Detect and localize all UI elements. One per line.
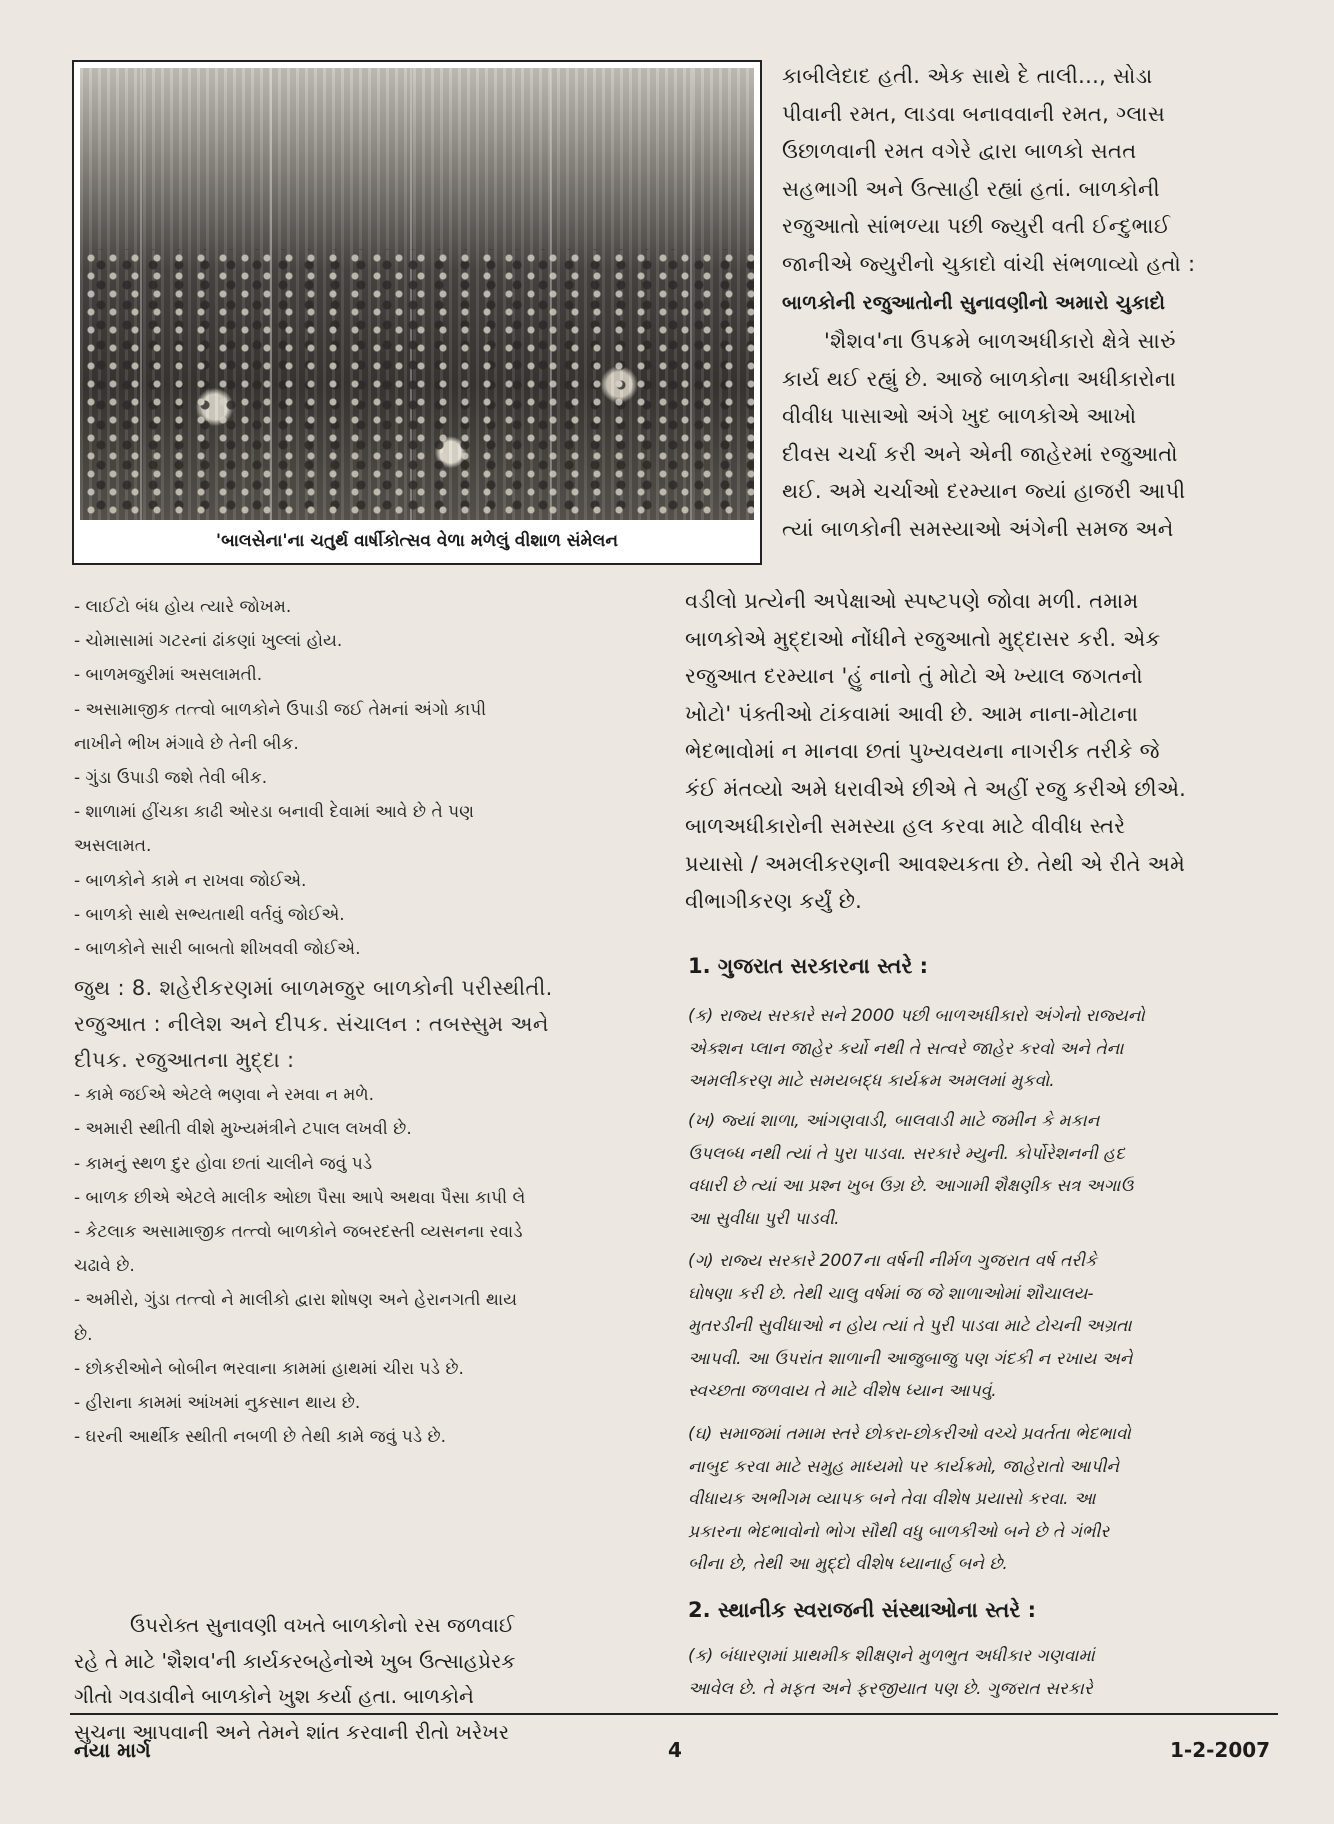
list-item: - અમારી સ્થીતી વીશે મુખ્યમંત્રીને ટપાલ લખવી છે. xyxy=(74,1119,412,1140)
event-photo xyxy=(72,60,762,565)
list-item: - અમીરો, ગુંડા તત્ત્વો ને માલીકો દ્વારા શોષણ અને હેરાનગતી થાય xyxy=(74,1290,518,1311)
list-item: - બાળકોને સારી બાબતો શીખવવી જોઈએ. xyxy=(74,939,361,960)
text-line: ઉછાળવાની રમત વગેરે દ્વારા બાળકો સતત xyxy=(782,139,1137,163)
list-item: છે. xyxy=(74,1324,93,1345)
section-1-item-ga xyxy=(688,1245,1278,1408)
list-item: - લાઈટો બંધ હોય ત્યારે જોખમ. xyxy=(74,597,292,617)
text-line: સ્વચ્છતા જળવાય તે માટે વીશેષ ધ્યાન આપવું. xyxy=(688,1381,997,1401)
text-line: (ખ) જ્યાં શાળા, આંગણવાડી, બાલવાડી માટે જમીન કે મકાન xyxy=(688,1111,1100,1131)
section-2-title: 2. સ્થાનીક સ્વરાજની સંસ્થાઓના સ્તરે : xyxy=(688,1598,1036,1622)
list-item: - ઘરની આર્થીક સ્થીતી નબળી છે તેથી કામે જવું પડે છે. xyxy=(74,1427,447,1448)
text-line: 'શૈશવ'ના ઉપક્રમે બાળઅધીકારો ક્ષેત્રે સારું xyxy=(824,329,1176,353)
text-line: કાર્ય થઈ રહ્યું છે. આજે બાળકોના અધીકારોના xyxy=(782,366,1177,391)
list-item: ચઢાવે છે. xyxy=(74,1256,135,1277)
section-1-item-ka xyxy=(688,1000,1278,1098)
list-item: અસલામત. xyxy=(74,836,152,857)
section-1-item-kha xyxy=(688,1105,1278,1235)
text-line: ગીતો ગવડાવીને બાળકોને ખુશ કર્યા હતા. બાળકોને xyxy=(74,1684,474,1708)
text-line: સહભાગી અને ઉત્સાહી રહ્યાં હતાં. બાળકોની xyxy=(782,176,1160,201)
verdict-heading: બાળકોની રજુઆતોની સુનાવણીનો અમારો ચુકાદો xyxy=(782,292,1166,314)
footer-divider xyxy=(70,1713,1278,1715)
text-line: પ્રયાસો / અમલીકરણની આવશ્યકતા છે. તેથી એ રીતે અમે xyxy=(685,851,1185,876)
right-wide-column xyxy=(685,583,1277,921)
text-line: (ઘ) સમાજમાં તમામ સ્તરે છોકરા-છોકરીઓ વચ્ચે પ્રવર્તતા ભેદભાવો xyxy=(688,1424,1131,1444)
text-line: દીવસ ચર્ચા કરી અને એની જાહેરમાં રજુઆતો xyxy=(782,441,1178,466)
text-line: વીવીધ પાસાઓ અંગે ખુદ બાળકોએ આખો xyxy=(782,404,1137,428)
text-line: ઉપલબ્ધ નથી ત્યાં તે પુરા પાડવા. સરકારે મ્યુની. કોર્પોરેશનની હદ xyxy=(688,1143,1125,1164)
text-line: બીના છે, તેથી આ મુદ્દો વીશેષ ધ્યાનાર્હ બને છે. xyxy=(688,1554,1008,1574)
text-line: (ક) બંધારણમાં પ્રાથમીક શીક્ષણને મુળભુત અધીકાર ગણવામાં xyxy=(688,1646,1095,1666)
list-item: - કામનું સ્થળ દુર હોવા છતાં ચાલીને જવું પડે xyxy=(74,1153,373,1174)
text-line: આપવી. આ ઉપરાંત શાળાની આજુબાજુ પણ ગંદકી ન રખાય અને xyxy=(688,1348,1133,1369)
publication-name: નયા માર્ગ xyxy=(74,1738,151,1762)
text-line: થઈ. અમે ચર્ચાઓ દરમ્યાન જ્યાં હાજરી આપી xyxy=(782,479,1186,503)
left-bottom-paragraph xyxy=(74,1608,674,1750)
list-item: - અસામાજીક તત્ત્વો બાળકોને ઉપાડી જઈ તેમનાં અંગો કાપી xyxy=(74,699,487,720)
text-line: બાળઅધીકારોની સમસ્યા હલ કરવા માટે વીવીધ સ્તરે xyxy=(685,814,1126,838)
text-line: (ગ) રાજ્ય સરકારે 2007ના વર્ષની નીર્મળ ગુજરાત વર્ષ તરીકે xyxy=(688,1251,1097,1271)
list-item: - હીરાના કામમાં આંખમાં નુકસાન થાય છે. xyxy=(74,1393,361,1414)
text-line: વધારી છે ત્યાં આ પ્રશ્ન ખુબ ઉગ્ર છે. આગામી શૈક્ષણીક સત્ર અગાઉ xyxy=(688,1176,1134,1196)
text-line: મુતરડીની સુવીધાઓ ન હોય ત્યાં તે પુરી પાડવા માટે ટોચની અગ્રતા xyxy=(688,1316,1132,1336)
text-line: કાબીલેદાદ હતી. એક સાથે દે તાલી..., સોડા xyxy=(782,64,1153,88)
list-item: - શાળામાં હીંચકા કાઢી ઓરડા બનાવી દેવામાં આવે છે તે પણ xyxy=(74,802,474,823)
list-item: - ચોમાસામાં ગટરનાં ઢાંકણાં ખુલ્લાં હોય. xyxy=(74,631,343,652)
list-item: - બાળકોને કામે ન રાખવા જોઈએ. xyxy=(74,870,307,891)
text-line: ત્યાં બાળકોની સમસ્યાઓ અંગેની સમજ અને xyxy=(782,516,1174,541)
text-line: સુચના આપવાની અને તેમને શાંત કરવાની રીતો ખરેખર xyxy=(74,1719,510,1744)
section-1-item-gha xyxy=(688,1418,1278,1581)
text-line: પ્રકારના ભેદભાવોનો ભોગ સૌથી વધુ બાળકીઓ બને છે તે ગંભીર xyxy=(688,1521,1110,1542)
text-line: ભેદભાવોમાં ન માનવા છતાં પુખ્યવયના નાગરીક તરીકે જે xyxy=(685,739,1160,763)
group-heading: દીપક. રજુઆતના મુદ્દા : xyxy=(74,1048,295,1073)
text-line: રજુઆતો સાંભળ્યા પછી જ્યુરી વતી ઈન્દુભાઈ xyxy=(782,214,1171,238)
text-line: અમલીકરણ માટે સમયબદ્ધ કાર્યક્રમ અમલમાં મુકવો. xyxy=(688,1071,1055,1091)
section-2-item-ka xyxy=(688,1640,1278,1705)
text-line: વીધાયક અભીગમ વ્યાપક બને તેવા વીશેષ પ્રયાસો કરવા. આ xyxy=(688,1489,1096,1509)
text-line: રહે તે માટે 'શૈશવ'ની કાર્યકરબહેનોએ ખુબ ઉત્સાહપ્રેરક xyxy=(74,1648,516,1673)
text-line: બાળકોએ મુદ્દાઓ નોંધીને રજુઆતો મુદ્દાસર કરી. એક xyxy=(685,626,1161,651)
text-line: રજુઆત દરમ્યાન 'હું નાનો તું મોટો એ ખ્યાલ જગતનો xyxy=(685,664,1143,688)
text-line: આવેલ છે. તે મફત અને ફરજીયાત પણ છે. ગુજરાત સરકારે xyxy=(688,1678,1093,1699)
list-item: - કેટલાક અસામાજીક તત્ત્વો બાળકોને જબરદસ્તી વ્યસનના રવાડે xyxy=(74,1222,523,1243)
left-list-column xyxy=(74,590,674,1454)
list-item: - છોકરીઓને બોબીન ભરવાના કામમાં હાથમાં ચીરા પડે છે. xyxy=(74,1358,464,1379)
crowd-photograph xyxy=(80,68,754,520)
text-line: પીવાની રમત, લાડવા બનાવવાની રમત, ગ્લાસ xyxy=(782,101,1166,126)
list-item: - ગુંડા ઉપાડી જશે તેવી બીક. xyxy=(74,768,268,789)
issue-date: 1-2-2007 xyxy=(1170,1738,1271,1762)
list-item: નાખીને ભીખ મંગાવે છે તેની બીક. xyxy=(74,733,299,754)
text-line: આ સુવીધા પુરી પાડવી. xyxy=(688,1208,840,1229)
group-heading: જુથ : 8. શહેરીકરણમાં બાળમજુર બાળકોની પરીસ્થીતી. xyxy=(74,976,553,1001)
text-line: ખોટો' પંક્તીઓ ટાંકવામાં આવી છે. આમ નાના-મોટાના xyxy=(685,701,1139,726)
text-line: નાબુદ કરવા માટે સમુહ માધ્યમો પર કાર્યક્રમો, જાહેરાતો આપીને xyxy=(688,1456,1120,1477)
right-top-column xyxy=(782,58,1277,548)
list-item: - બાળકો સાથે સભ્યતાથી વર્તવું જોઈએ. xyxy=(74,904,345,925)
list-item: - કામે જઈએ એટલે ભણવા ને રમવા ન મળે. xyxy=(74,1085,375,1106)
section-1-title: 1. ગુજરાત સરકારના સ્તરે : xyxy=(688,954,929,978)
group-heading: રજુઆત : નીલેશ અને દીપક. સંચાલન : તબસ્સુમ અને xyxy=(74,1012,549,1037)
photo-caption: 'બાલસેના'ના ચતુર્થ વાર્ષીકોત્સવ વેળા મળેલું વીશાળ સંમેલન xyxy=(215,531,619,551)
text-line: જાનીએ જ્યુરીનો ચુકાદો વાંચી સંભળાવ્યો હતો : xyxy=(782,251,1196,276)
text-line: (ક) રાજ્ય સરકારે સને 2000 પછી બાળઅધીકારો અંગેનો રાજ્યનો xyxy=(688,1006,1145,1026)
text-line: એક્શન પ્લાન જાહેર કર્યો નથી તે સત્વરે જાહેર કરવો અને તેના xyxy=(688,1038,1124,1059)
list-item: - બાળમજુરીમાં અસલામતી. xyxy=(74,665,263,686)
text-line: વડીલો પ્રત્યેની અપેક્ષાઓ સ્પષ્ટપણે જોવા મળી. તમામ xyxy=(685,589,1139,613)
text-line: ઉપરોક્ત સુનાવણી વખતે બાળકોનો રસ જળવાઈ xyxy=(130,1613,515,1637)
text-line: વીભાગીકરણ કર્યું છે. xyxy=(685,889,863,913)
text-line: ઘોષણા કરી છે. તેથી ચાલુ વર્ષમાં જ જે શાળાઓમાં શૌચાલય- xyxy=(688,1283,1094,1304)
text-line: કંઈ મંતવ્યો અમે ધરાવીએ છીએ તે અહીં રજુ કરીએ છીએ. xyxy=(685,776,1187,801)
list-item: - બાળક છીએ એટલે માલીક ઓછા પૈસા આપે અથવા પૈસા કાપી લે xyxy=(74,1187,526,1208)
page-number: 4 xyxy=(668,1738,682,1762)
